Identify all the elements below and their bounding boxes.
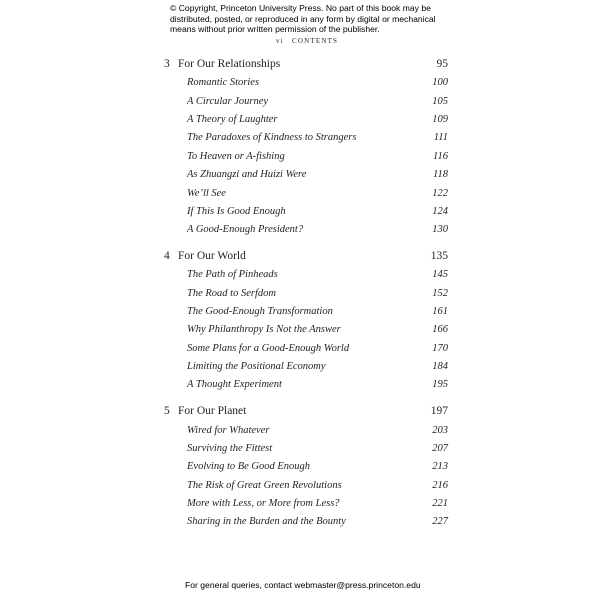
section-page: 166 (432, 324, 448, 335)
chapter-page: 95 (436, 58, 448, 70)
chapter-number: 5 (164, 405, 170, 417)
section-page: 184 (432, 361, 448, 372)
section-title: A Circular Journey (187, 96, 269, 107)
section-page: 100 (432, 77, 448, 88)
chapter-entry (0, 403, 600, 419)
section-page: 216 (432, 480, 448, 491)
section-entry (0, 267, 600, 283)
section-page: 124 (432, 206, 448, 217)
page-folio: vi (276, 37, 284, 45)
section-entry (0, 359, 600, 375)
section-title: Wired for Whatever (187, 425, 270, 436)
section-title: The Road to Serfdom (187, 288, 276, 299)
copyright-line: distributed, posted, or reproduced in any form by digital or mechanical (170, 13, 436, 24)
section-title: The Paradoxes of Kindness to Strangers (187, 132, 357, 143)
section-entry (0, 304, 600, 320)
chapter-number: 3 (164, 58, 170, 70)
section-entry (0, 341, 600, 357)
section-page: 195 (432, 379, 448, 390)
section-page: 145 (432, 269, 448, 280)
section-entry (0, 94, 600, 110)
section-entry (0, 112, 600, 128)
section-title: A Good-Enough President? (187, 224, 304, 235)
section-title: The Risk of Great Green Revolutions (187, 480, 342, 491)
section-title: More with Less, or More from Less? (187, 498, 340, 509)
section-entry (0, 75, 600, 91)
section-page: 221 (432, 498, 448, 509)
section-entry (0, 459, 600, 475)
chapter-title: For Our Planet (178, 405, 247, 417)
section-entry (0, 441, 600, 457)
running-head-title: CONTENTS (292, 37, 339, 45)
section-page: 152 (432, 288, 448, 299)
copyright-line: means without prior written permission of the publisher. (170, 24, 380, 34)
section-page: 118 (433, 169, 448, 180)
section-title: Some Plans for a Good-Enough World (187, 343, 350, 354)
section-title: Why Philanthropy Is Not the Answer (187, 324, 341, 335)
section-entry (0, 130, 600, 146)
section-title: We’ll See (187, 188, 226, 199)
section-title: A Thought Experiment (187, 379, 282, 390)
section-page: 116 (433, 151, 448, 162)
section-entry (0, 514, 600, 530)
chapter-page: 197 (430, 405, 448, 417)
section-title: A Theory of Laughter (187, 114, 278, 125)
section-page: 203 (432, 425, 448, 436)
section-entry (0, 286, 600, 302)
section-entry (0, 222, 600, 238)
section-entry (0, 322, 600, 338)
section-entry (0, 186, 600, 202)
section-entry (0, 204, 600, 220)
section-title: To Heaven or A-fishing (187, 151, 285, 162)
section-title: Sharing in the Burden and the Bounty (187, 516, 346, 527)
footer-contact: For general queries, contact webmaster@press.princeton.edu (185, 580, 421, 590)
section-entry (0, 167, 600, 183)
section-entry (0, 423, 600, 439)
section-page: 207 (432, 443, 448, 454)
section-title: Surviving the Fittest (187, 443, 273, 454)
section-page: 130 (432, 224, 448, 235)
section-entry (0, 478, 600, 494)
chapter-number: 4 (164, 250, 170, 262)
chapter-title: For Our World (178, 250, 246, 262)
chapter-title: For Our Relationships (178, 58, 281, 70)
section-page: 109 (432, 114, 448, 125)
section-entry (0, 149, 600, 165)
section-page: 161 (432, 306, 448, 317)
section-page: 111 (433, 132, 448, 143)
section-entry (0, 496, 600, 512)
chapter-entry (0, 248, 600, 264)
section-title: The Path of Pinheads (187, 269, 278, 280)
copyright-line: © Copyright, Princeton University Press. No part of this book may be (170, 3, 431, 13)
section-title: As Zhuangzi and Huizi Were (187, 169, 307, 180)
section-title: Romantic Stories (187, 77, 260, 88)
section-page: 170 (432, 343, 448, 354)
chapter-entry (0, 56, 600, 72)
section-title: Evolving to Be Good Enough (187, 461, 311, 472)
section-page: 122 (432, 188, 448, 199)
section-page: 227 (432, 516, 448, 527)
section-title: The Good-Enough Transformation (187, 306, 333, 317)
section-page: 105 (432, 96, 448, 107)
section-page: 213 (432, 461, 448, 472)
chapter-page: 135 (430, 250, 448, 262)
section-title: If This Is Good Enough (187, 206, 286, 217)
section-title: Limiting the Positional Economy (187, 361, 326, 372)
section-entry (0, 377, 600, 393)
